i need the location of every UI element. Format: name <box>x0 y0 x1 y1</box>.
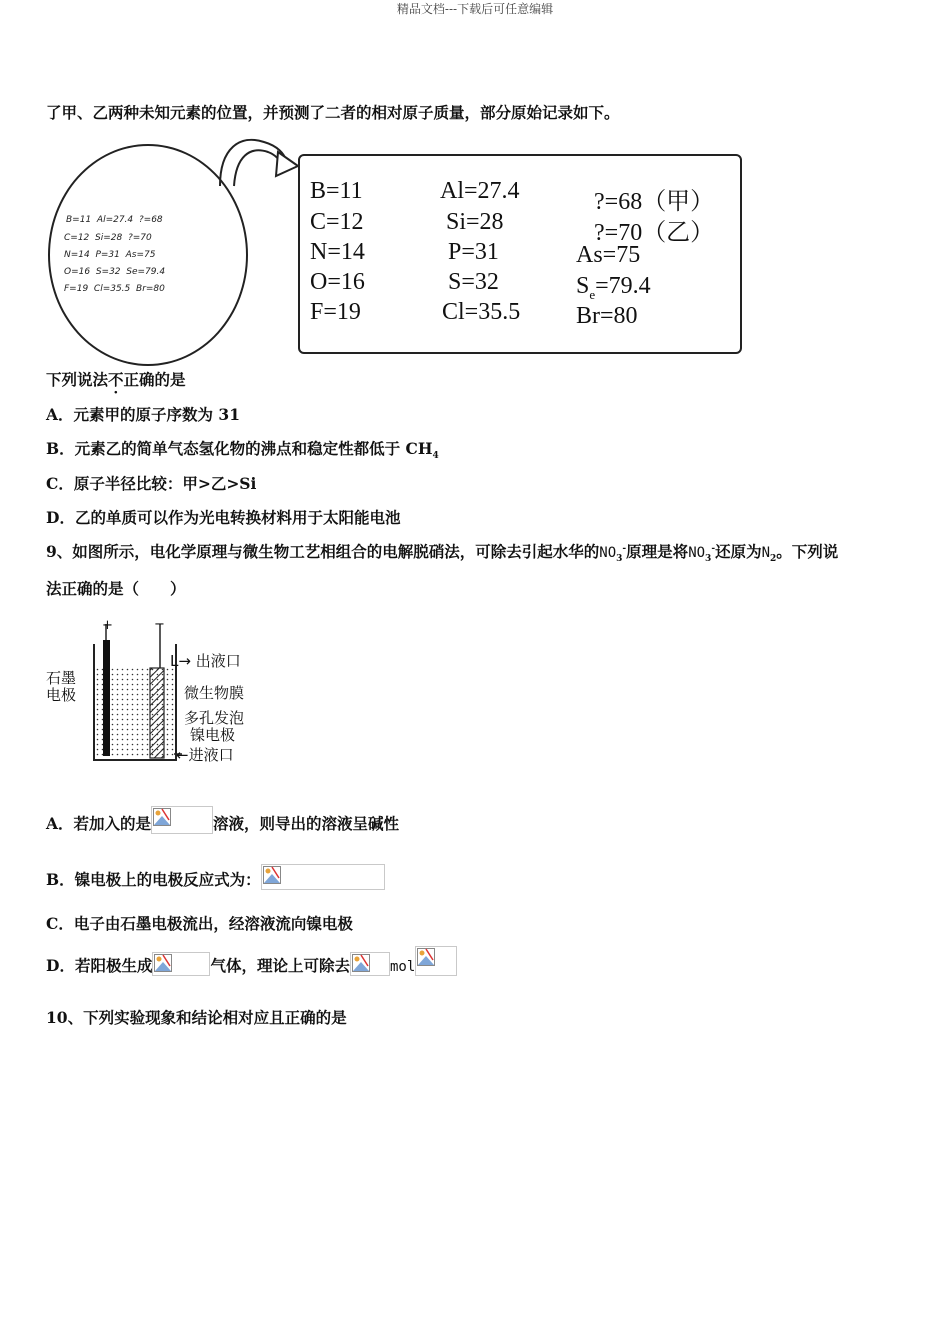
q9-option-a: A．若加入的是 溶液，则导出的溶液呈碱性 <box>46 806 399 834</box>
q9-option-d: D．若阳极生成 气体，理论上可除去 mol <box>46 946 457 976</box>
q9-stem-line1: 9、如图所示，电化学原理与微生物工艺相组合的电解脱硝法，可除去引起水华的$NO_3^-$原理是将$NO_3^-$还原为$N_2$。下列说 <box>46 542 839 565</box>
graphite-label: 电极 <box>46 686 77 704</box>
table-cell: Br=80 <box>576 303 638 329</box>
nickel-electrode-label: 镍电极 <box>190 726 236 744</box>
table-cell: F=19 <box>310 299 361 325</box>
porous-label: 多孔发泡 <box>184 709 245 727</box>
q9-option-c: C．电子由石墨电极流出，经溶液流向镍电极 <box>46 914 353 933</box>
q9-option-b: B．镍电极上的电极反应式为： <box>46 864 385 890</box>
table-cell: ?=70（乙） <box>594 220 715 246</box>
page-header: 精品文档---下载后可任意编辑 <box>396 2 554 16</box>
q8-option-a: A．元素甲的原子序数为 31 <box>46 405 240 424</box>
table-cell: C=12 <box>310 209 364 235</box>
inlet-label: ←进液口 <box>176 746 234 764</box>
broken-image-icon <box>415 946 457 976</box>
table-cell: $S_e=79.4$ <box>576 273 651 302</box>
table-cell: B=11 <box>310 178 363 204</box>
table-cell: ?=68（甲） <box>594 189 715 215</box>
broken-image-icon <box>261 864 385 890</box>
q8-option-d: D．乙的单质可以作为光电转换材料用于太阳能电池 <box>46 508 401 527</box>
negative-terminal: − <box>154 617 165 632</box>
note-row: C=12 Si=28 ?=70 <box>64 233 152 243</box>
table-cell: N=14 <box>310 239 365 265</box>
note-row: O=16 S=32 Se=79.4 <box>64 267 166 277</box>
broken-image-icon <box>151 806 213 834</box>
q8-option-c: C．原子半径比较：甲>乙>Si <box>46 474 257 493</box>
outlet-label: L→ 出液口 <box>170 652 241 670</box>
q8-option-b: B．元素乙的简单气态氢化物的沸点和稳定性都低于 $CH_4$ <box>46 439 439 462</box>
table-cell: Cl=35.5 <box>442 299 521 325</box>
table-cell: As=75 <box>576 242 641 268</box>
intro-text: 了甲、乙两种未知元素的位置，并预测了二者的相对原子质量，部分原始记录如下。 <box>46 103 620 122</box>
q10-stem: 10、下列实验现象和结论相对应且正确的是 <box>46 1008 347 1027</box>
table-cell: S=32 <box>448 269 499 295</box>
table-cell: Si=28 <box>446 209 504 235</box>
broken-image-icon <box>350 952 390 976</box>
table-cell: P=31 <box>448 239 499 265</box>
note-row: F=19 Cl=35.5 Br=80 <box>64 284 165 294</box>
table-cell: Al=27.4 <box>440 178 520 204</box>
q9-stem-line2: 法正确的是（ ） <box>46 579 186 598</box>
q8-stem: 下列说法不正确的是 <box>46 370 186 389</box>
positive-terminal: + <box>102 618 113 633</box>
note-row: B=11 Al=27.4 ?=68 <box>66 215 163 225</box>
graphite-label: 石墨 <box>46 669 77 687</box>
curved-arrow-icon <box>200 128 310 188</box>
note-row: N=14 P=31 As=75 <box>64 250 156 260</box>
table-cell: O=16 <box>310 269 365 295</box>
broken-image-icon <box>152 952 210 976</box>
biofilm-label: 微生物膜 <box>184 684 245 702</box>
